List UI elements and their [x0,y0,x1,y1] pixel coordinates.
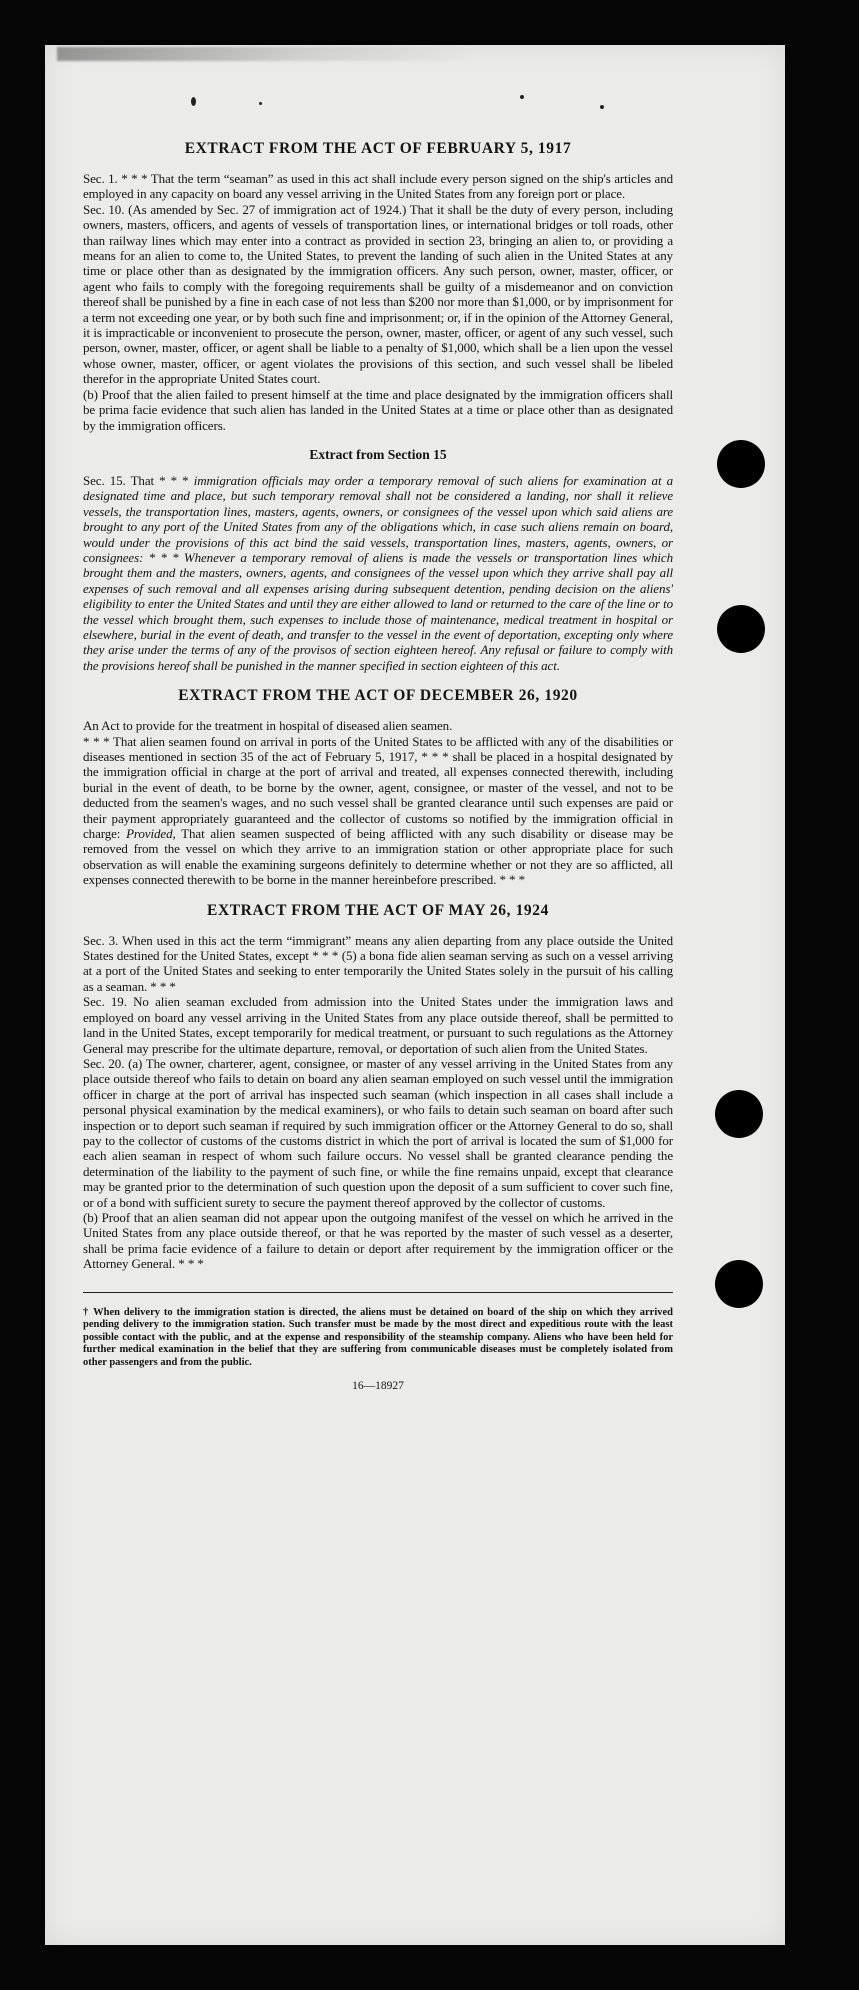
punch-hole [715,1260,763,1308]
scan-speck [600,105,604,109]
footnote-text: † When delivery to the immigration station is directed, the aliens must be detained on board of the ship on which they arrived pending delivery to the immigration station. Such transfer must be made by the most direct and expeditious route with the least possible contact with the public, and at the expense and responsibility of the steamship company. Aliens who have been held for further medical examination in the belief that they are suffering from communicable diseases must be completely isolated from other passengers and from the public. [83,1306,673,1368]
page-number: 16—18927 [352,1379,404,1392]
section-10-text: Sec. 10. (As amended by Sec. 27 of immigration act of 1924.) That it shall be the duty of every person, including owners, masters, officers, and agents of vessels of transportation lines, or international bridges or toll roads, other than railway lines which may enter into a contract as provided in section 23, bringing an alien to, or providing a means for an alien to come to, the United States, to prevent the landing of such alien in the United States at any time or place other than as designated by the immigration officers. Any such person, owner, master, officer, or agent who fails to comply with the foregoing requirements shall be guilty of a misdemeanor and on conviction thereof shall be punished by a fine in each case of not less than $200 nor more than $1,000, or by imprisonment for a term not exceeding one year, or by both such fine and imprisonment; or, if in the opinion of the Attorney General, it is impracticable or inconvenient to prosecute the person, owner, master, officer, or agent of any such vessel, such person, owner, master, officer, or agent shall be liable to a penalty of $1,000, which shall be a lien upon the vessel whose owner, master, officer, or agent violates the provisions of this section, and such vessel shall be libeled therefor in the appropriate United States court. [83,201,673,387]
scan-smudge [57,47,657,61]
punch-hole [717,605,765,653]
heading-act-1924: EXTRACT FROM THE ACT OF MAY 26, 1924 [207,901,549,919]
section-10b-text: (b) Proof that the alien failed to present himself at the time and place designated by the immigration officers shall be prima facie evidence that such alien has landed in the United States at a time or place other than as designated by the immigration officers. [83,386,673,433]
spacer [83,888,673,902]
section-19-text: Sec. 19. No alien seaman excluded from admission into the United States under the immigration laws and employed on board any vessel arriving in the United States from any place outside thereof, shall be permitted to land in the United States, except temporarily for medical treatment, or pursuant to such regulations as the Attorney General may prescribe for the ultimate departure, removal, or deportation of such alien from the United States. [83,994,673,1056]
heading-act-1920: EXTRACT FROM THE ACT OF DECEMBER 26, 1920 [178,687,578,705]
section-15-text [83,473,673,673]
spacer [83,673,673,687]
scan-speck [259,102,262,105]
punch-hole [717,440,765,488]
punch-hole [715,1090,763,1138]
subheading-section-15: Extract from Section 15 [309,446,447,462]
act-1920-text [83,734,673,888]
section-1-text: Sec. 1. * * * That the term “seaman” as used in this act shall include every person signed on the ship's articles and employed in any capacity on board any vessel arriving in the United States from any foreign port or place. [83,171,673,202]
section-3-text: Sec. 3. When used in this act the term “immigrant” means any alien departing from any place outside the United States destined for the United States, except * * * (5) a bona fide alien seaman serving as such on a vessel arriving at a port of the United States and seeking to enter temporarily the United States solely in the pursuit of his calling as a seaman. * * * [83,932,673,994]
act-1920-body: * * * That alien seamen found on arrival in ports of the United States to be afflicted with any of the disabilities or diseases mentioned in section 35 of the act of February 5, 1917, * * * shall be placed in a hospital designated by the immigration official in charge at the port of arrival and treated, all expenses connected therewith, including burial in the event of death, to be borne by the owner, agent, consignee, or master of the vessel, and not to be deducted from the seamen's wages, and no such vessel shall be granted clearance until such expenses are paid or their payment appropriately guaranteed and the collector of customs so notified by the immigration official in charge: [83,733,673,842]
scan-speck [191,97,196,106]
section-20a-text: Sec. 20. (a) The owner, charterer, agent, consignee, or master of any vessel arriving in the United States from any place outside thereof who fails to detain on board any alien seaman employed on such vessel until the immigration officer in charge at the port of arrival has inspected such seaman (which inspection in all cases shall include a personal physical examination by the medical examiners), or who fails to detain such seaman on board after such inspection or to deport such seaman if required by such immigration officer or the Attorney General to do so, shall pay to the collector of customs of the customs district in which the port of arrival is located the sum of $1,000 for each alien seaman in respect of whom such failure occurs. No vessel shall be granted clearance pending the determination of the liability to the payment of such fine, or while the fine remains unpaid, except that clearance may be granted prior to the determination of such question upon the deposit of a sum sufficient to cover such fine, or of a bond with sufficient surety to secure the payment thereof approved by the collector of customs. [83,1055,673,1210]
heading-act-1917: EXTRACT FROM THE ACT OF FEBRUARY 5, 1917 [184,140,572,157]
footnote-divider [83,1292,673,1293]
section-15-prefix: Sec. 15. That * * * [83,472,194,488]
scan-speck [520,95,524,99]
document-body [83,140,673,1392]
act-1920-title: An Act to provide for the treatment in hospital of diseased alien seamen. [83,718,453,734]
act-1920-body-continued: That alien seamen suspected of being afflicted with any such disability or disease may be removed from the vessel on which they arrive to an immigration station or other appropriate place for such observation as will enable the examining surgeons definitely to determine whether or not they are so afflicted, all expenses connected therewith to be borne in the manner hereinbefore prescribed. * * * [83,826,673,888]
section-15-body: immigration officials may order a temporary removal of such aliens for examination at a designated time and place, but such temporary removal shall not be considered a landing, nor shall it relieve vessels, the transportation lines, masters, agents, owners, or consignees of the vessel upon which said aliens are brought to any port of the United States from any of the obligations which, in case such aliens remain on board, would under the provisions of this act bind the said vessels, transportation lines, masters, agents, owners, or consignees: * * * Whenever a temporary removal of aliens is made the vessels or transportation lines which brought them and the masters, owners, agents, and consignees of the vessel upon which they arrive shall pay all expenses of such removal and all expenses arising during subsequent detention, pending decision on the aliens' eligibility to enter the United States and until they are either allowed to land or returned to the care of the line or to the vessel which brought them, such expenses to include those of maintenance, medical treatment in hospital or elsewhere, burial in the event of death, and transfer to the vessel in the event of deportation, excepting only where they arise under the terms of any of the provisos of section eighteen hereof. Any refusal or failure to comply with the provisions hereof shall be punished in the manner specified in section eighteen of this act. [83,472,673,673]
section-20b-text: (b) Proof that an alien seaman did not appear upon the outgoing manifest of the vessel on which he arrived in the United States from any place outside thereof, or that he was reported by the master of such vessel as a deserter, shall be prima facie evidence of a failure to detain or deport after requirement by the immigration officer or the Attorney General. * * * [83,1209,673,1272]
act-1920-provided: Provided, [126,826,176,842]
